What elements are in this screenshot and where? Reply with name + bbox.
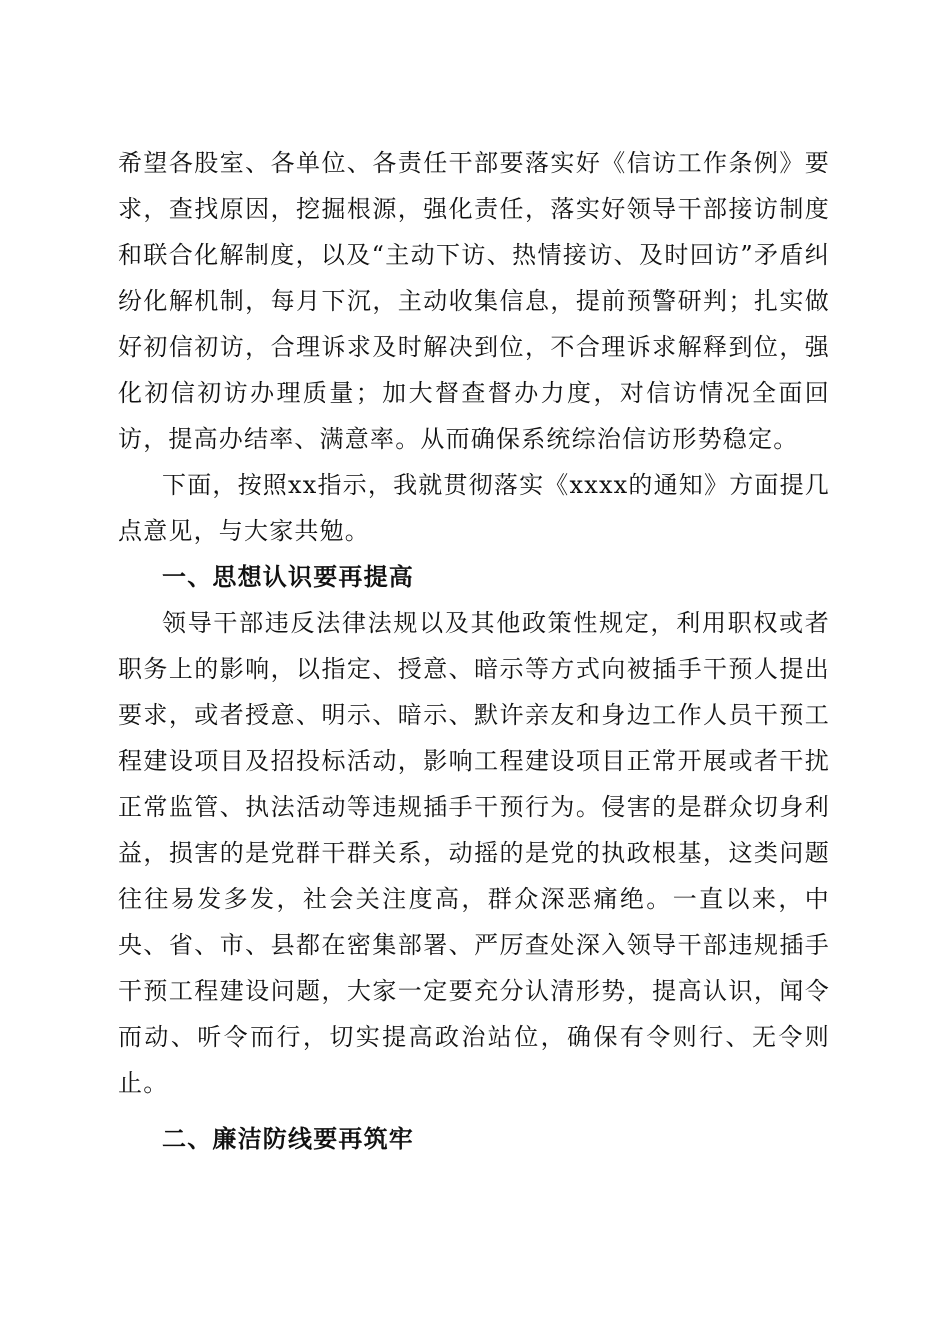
section-heading-1: 一、思想认识要再提高 (162, 563, 414, 591)
paragraph-intro: 下面，按照xx指示，我就贯彻落实《xxxx的通知》方面提几点意见，与大家共勉。 (118, 471, 831, 545)
section-1-body: 领导干部违反法律法规以及其他政策性规定，利用职权或者职务上的影响，以指定、授意、暗示等方式向被插手干预人提出要求，或者授意、明示、暗示、默许亲友和身边工作人员干预工程建设项目及招投标活动，影响工程建设项目正常开展或者干扰正常监管、执法活动等违规插手干预行为。侵害的是群众切身利益，损害的是党群干群关系，动摇的是党的执政根基，这类问题往往易发多发，社会关注度高，群众深恶痛绝。一直以来，中央、省、市、县都在密集部署、严厉查处深入领导干部违规插手干预工程建设问题，大家一定要充分认清形势，提高认识，闻令而动、听令而行，切实提高政治站位，确保有令则行、无令则止。 (118, 609, 830, 1097)
paragraph-continuation: 希望各股室、各单位、各责任干部要落实好《信访工作条例》要求，查找原因，挖掘根源，强化责任，落实好领导干部接访制度和联合化解制度，以及“主动下访、热情接访、及时回访”矛盾纠纷化解机制，每月下沉，主动收集信息，提前预警研判；扎实做好初信初访，合理诉求及时解决到位，不合理诉求解释到位，强化初信初访办理质量；加大督查督办力度，对信访情况全面回访，提高办结率、满意率。从而确保系统综治信访形势稳定。 (118, 149, 830, 453)
document-body (118, 140, 830, 1162)
section-heading-2: 二、廉洁防线要再筑牢 (162, 1125, 414, 1153)
